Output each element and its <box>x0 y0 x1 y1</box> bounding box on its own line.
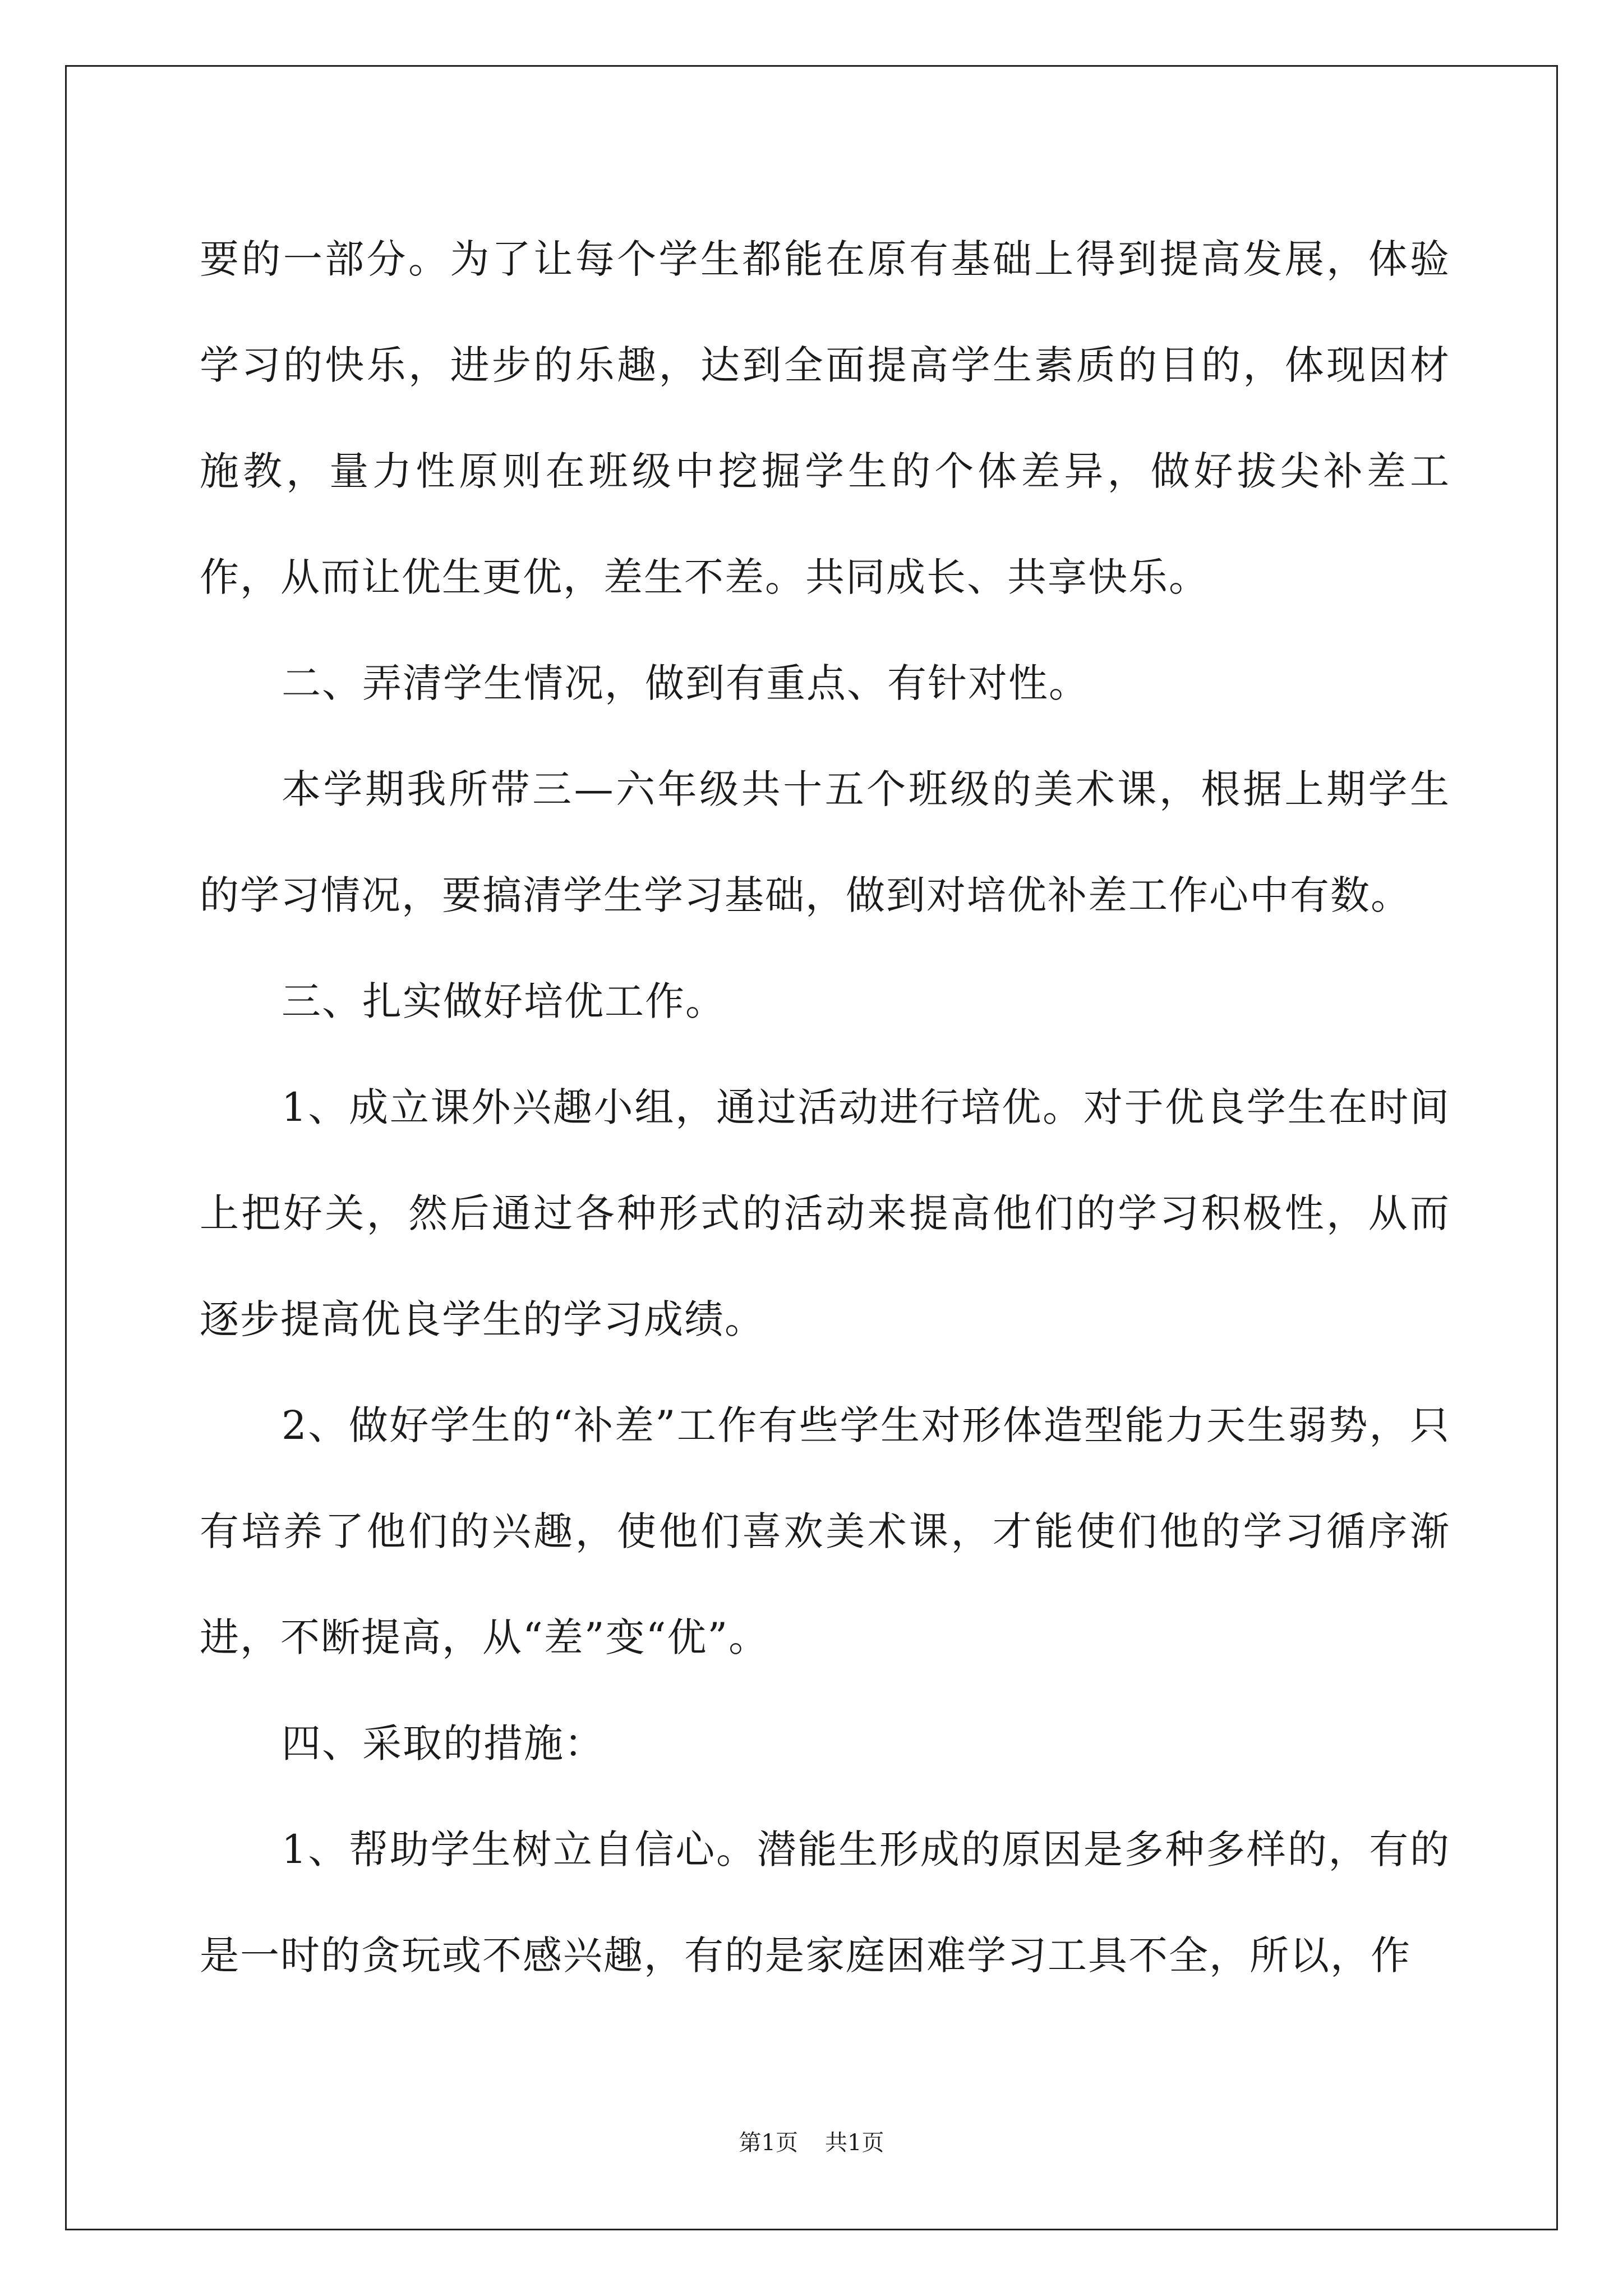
page-number: 第1页 <box>739 2130 798 2156</box>
page-total: 共1页 <box>825 2130 884 2156</box>
section-heading-4: 四、采取的措施： <box>282 1720 605 1766</box>
section-heading-3: 三、扎实做好培优工作。 <box>282 978 726 1024</box>
document-body <box>200 206 1450 2009</box>
paragraph: 本学期我所带三—六年级共十五个班级的美术课，根据上期学生的学习情况，要搞清学生学习基础，做到对培优补差工作心中有数。 <box>200 766 1450 918</box>
paragraph-continuation: 要的一部分。为了让每个学生都能在原有基础上得到提高发展，体验学习的快乐，进步的乐趣，达到全面提高学生素质的目的，体现因材施教，量力性原则在班级中挖掘学生的个体差异，做好拔尖补差工作，从而让优生更优，差生不差。共同成长、共享快乐。 <box>200 236 1450 600</box>
paragraph: 2、做好学生的“补差”工作有些学生对形体造型能力天生弱势，只有培养了他们的兴趣，使他们喜欢美术课，才能使们他的学习循序渐进，不断提高，从“差”变“优”。 <box>200 1402 1450 1660</box>
section-heading-2: 二、弄清学生情况，做到有重点、有针对性。 <box>282 660 1089 706</box>
paragraph: 1、成立课外兴趣小组，通过活动进行培优。对于优良学生在时间上把好关，然后通过各种形式的活动来提高他们的学习积极性，从而逐步提高优良学生的学习成绩。 <box>200 1084 1450 1342</box>
paragraph: 1、帮助学生树立自信心。潜能生形成的原因是多种多样的，有的是一时的贪玩或不感兴趣，有的是家庭困难学习工具不全，所以，作 <box>200 1826 1450 1978</box>
page-footer <box>0 2127 1623 2159</box>
